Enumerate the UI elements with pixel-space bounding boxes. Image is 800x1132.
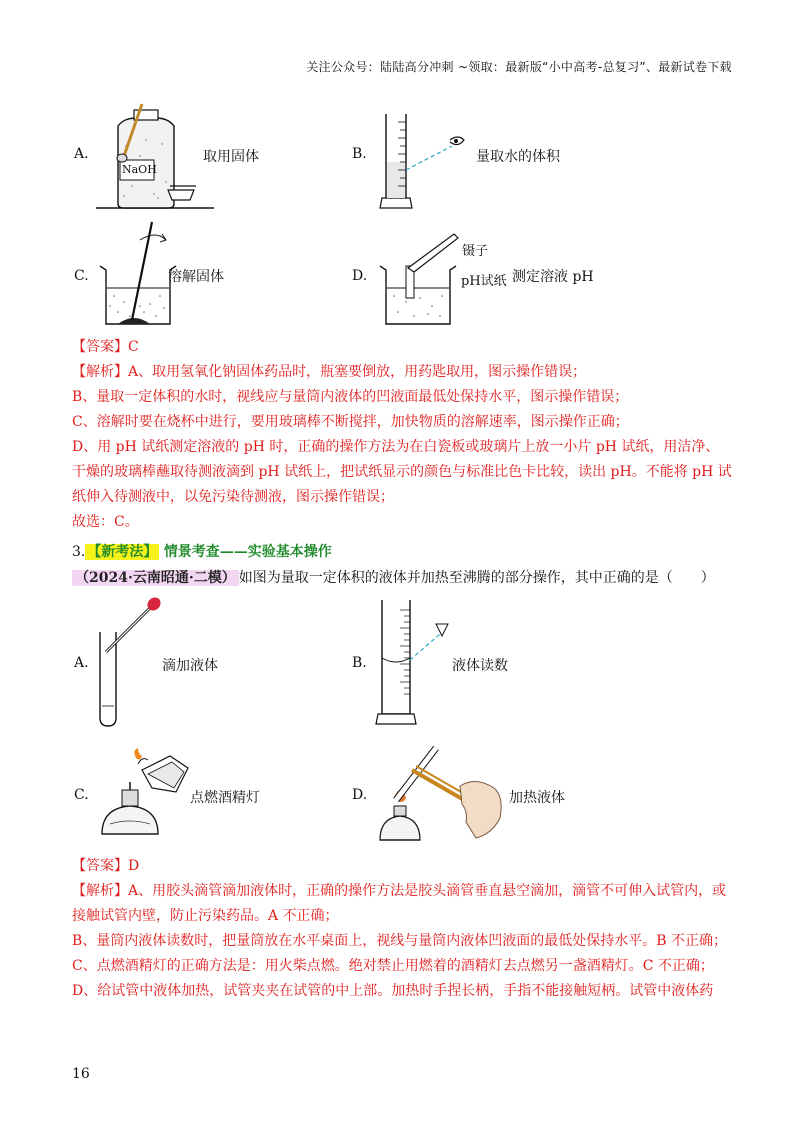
q1-answer: [72, 335, 732, 360]
analysis-line: B、量筒内液体读数时，把量筒放在水平桌面上，视线与量筒内液体凹液面的最低处保持水平。B 不正确；: [72, 933, 728, 949]
q3-answer: [72, 854, 732, 879]
q3-option-a-label: A.: [74, 655, 89, 671]
q3-topic: 情景考查——实验基本操作: [163, 544, 332, 560]
analysis-line: 【解析】A、用胶头滴管滴加液体时，正确的操作方法是胶头滴管垂直悬空滴加，滴管不可伸入试管内，或接触试管内壁，防止污染药品。A 不正确；: [72, 883, 727, 924]
graduated-cylinder-figure: [380, 112, 480, 210]
option-c-label: C.: [74, 268, 89, 284]
alcohol-lamp-lighting-figure: [92, 748, 202, 844]
q3-analysis: [72, 879, 732, 1004]
tweezers-label: 镊子: [462, 244, 489, 259]
analysis-line: B、量取一定体积的水时，视线应与量筒内液体的凹液面最低处保持水平，图示操作错误；: [72, 389, 629, 405]
option-b-caption: 量取水的体积: [476, 149, 560, 165]
option-b-label: B.: [352, 146, 367, 162]
q1-analysis: [72, 360, 732, 535]
heating-liquid-figure: [372, 742, 508, 846]
analysis-line: D、给试管中液体加热，试管夹夹在试管的中上部。加热时手捏长柄，手指不能接触短柄。试管中液体药: [72, 983, 714, 999]
q3-option-b-caption: 液体读数: [452, 658, 508, 674]
answer-label: 【答案】: [72, 858, 128, 874]
analysis-line: D、用 pH 试纸测定溶液的 pH 时，正确的操作方法为在白瓷板或玻璃片上放一小片 pH 试纸，用洁净、干燥的玻璃棒蘸取待测液滴到 pH 试纸上，把试纸显示的颜色与标准比色卡比较，读出 pH。不能将 pH 试纸伸入待测液中，以免污染待测液，图示操作错误；: [72, 439, 732, 505]
ph-paper-label: pH试纸: [461, 274, 507, 289]
q3-option-c-label: C.: [74, 787, 89, 803]
option-a-caption: 取用固体: [203, 149, 259, 165]
analysis-line: C、点燃酒精灯的正确方法是：用火柴点燃。绝对禁止用燃着的酒精灯去点燃另一盏酒精灯。C 不正确；: [72, 958, 714, 974]
q3-option-b-label: B.: [352, 655, 367, 671]
answer-value: D: [128, 858, 140, 874]
option-d-caption: 测定溶液 pH: [512, 269, 594, 285]
q3-option-d-caption: 加热液体: [509, 790, 565, 806]
analysis-line: 【解析】A、取用氢氧化钠固体药品时，瓶塞要倒放，用药匙取用，图示操作错误；: [72, 364, 587, 380]
answer-value: C: [128, 339, 139, 355]
new-method-tag: 【新考法】: [87, 544, 158, 560]
q3-option-d-label: D.: [352, 787, 368, 803]
analysis-line: C、溶解时要在烧杯中进行，要用玻璃棒不断搅拌，加快物质的溶解速率，图示操作正确；: [72, 414, 629, 430]
q3-stem: （2024·云南昭通·二模） 如图为量取一定体积的液体并加热至沸腾的部分操作，其中正确的是（ ）: [72, 567, 715, 587]
option-d-label: D.: [352, 268, 368, 284]
q3-option-c-caption: 点燃酒精灯: [190, 790, 260, 806]
analysis-line: 故选：C。: [72, 514, 139, 530]
q3-source: （2024·云南昭通·二模）: [72, 570, 239, 586]
naoh-bottle-figure: [96, 96, 216, 210]
option-a-label: A.: [74, 146, 89, 162]
q3-option-a-caption: 滴加液体: [162, 658, 218, 674]
page-header: 关注公众号：陆陆高分冲刺 ~领取：最新版“小中高考-总复习”、最新试卷下载: [306, 60, 732, 74]
page-number: 16: [72, 1066, 90, 1082]
answer-label: 【答案】: [72, 339, 128, 355]
naoh-label: NaOH: [122, 163, 157, 176]
option-c-caption: 溶解固体: [168, 269, 224, 285]
q3-title: 3. 【新考法】 情景考查——实验基本操作: [72, 544, 332, 560]
